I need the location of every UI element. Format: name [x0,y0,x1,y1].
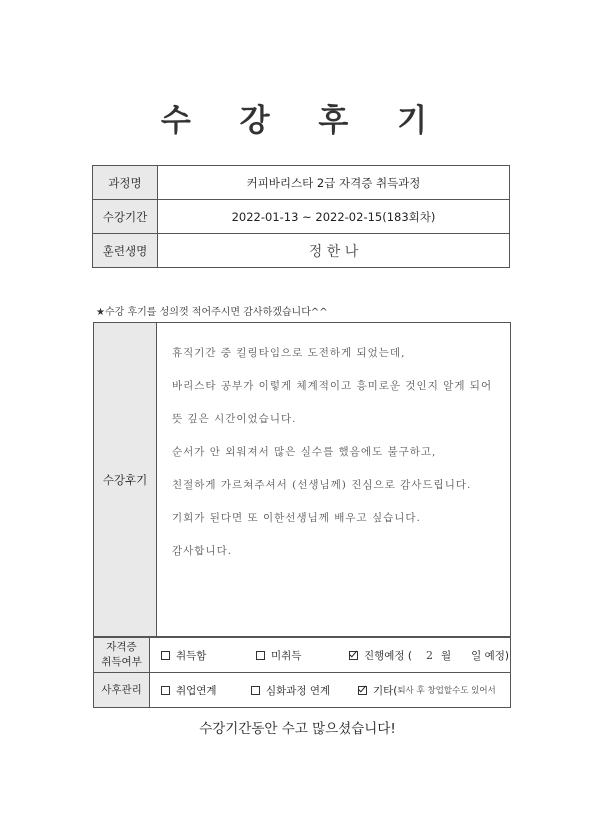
review-text [172,345,507,576]
checkbox-icon[interactable] [161,651,170,660]
period-value: 2022-01-13 ~ 2022-02-15(183회차) [158,200,510,234]
follow-option-advanced[interactable] [251,683,358,698]
checkbox-icon[interactable] [256,651,265,660]
closing-message: 수강기간동안 수고 많으셨습니다! [199,721,396,737]
trainee-row [93,234,510,268]
follow-other-text: 퇴사 후 창업할수도 있어서 [397,686,496,696]
course-info-table [92,165,510,268]
review-line: 휴직기간 중 킬링타임으로 도전하게 되었는데, [172,347,406,359]
instruction-note: ★수강 후기를 성의껏 적어주시면 감사하겠습니다^^ [96,307,328,318]
follow-option-job[interactable] [161,683,251,698]
cert-label [94,638,150,673]
cert-day-unit: 일 예정) [471,649,509,662]
review-section [93,322,511,637]
course-name-value: 커피바리스타 2급 자격증 취득과정 [158,166,510,200]
cert-row [94,638,511,673]
status-table [93,637,511,708]
cert-month-unit: 월 [440,649,452,662]
checkbox-icon[interactable] [251,686,260,695]
follow-label: 사후관리 [94,673,150,708]
follow-row [94,673,511,708]
checkbox-checked-icon[interactable] [349,651,358,660]
follow-option-other[interactable] [358,683,496,698]
trainee-label: 훈련생명 [93,234,158,268]
cert-option-acquired[interactable] [161,648,256,663]
review-line: 바리스타 공부가 이렇게 체계적이고 흥미로운 것인지 알게 되어 [172,380,493,392]
cert-option-scheduled[interactable] [349,648,509,663]
review-line: 순서가 안 외워져서 많은 실수를 했음에도 불구하고, [172,446,437,458]
checkbox-checked-icon[interactable] [358,686,367,695]
cert-option-label: 진행예정 ( [363,649,412,662]
review-line: 기회가 된다면 또 이한선생님께 배우고 싶습니다. [172,512,421,524]
review-label: 수강후기 [94,323,157,636]
review-line: 감사합니다. [172,545,233,557]
cert-option-not-acquired[interactable] [256,648,349,663]
follow-option-label: 기타( [372,684,398,697]
cert-label-line1: 자격증 [106,641,137,653]
period-row [93,200,510,234]
course-name-label: 과정명 [93,166,158,200]
review-line: 뜻 깊은 시간이었습니다. [172,413,297,425]
follow-options-cell [149,673,510,708]
follow-option-label: 심화과정 연계 [265,684,331,697]
document-title: 수 강 후 기 [160,103,447,139]
checkbox-icon[interactable] [161,686,170,695]
cert-label-line2: 취득여부 [101,656,142,668]
trainee-name: 정 한 나 [158,234,510,268]
follow-option-label: 취업연계 [175,684,217,697]
cert-options-cell [149,638,510,673]
cert-month-value: 2 [425,648,433,662]
period-label: 수강기간 [93,200,158,234]
course-name-row [93,166,510,200]
cert-option-label: 미취득 [270,649,302,662]
cert-option-label: 취득함 [175,649,207,662]
review-line: 친절하게 가르쳐주셔서 (선생님께) 진심으로 감사드립니다. [172,479,472,491]
